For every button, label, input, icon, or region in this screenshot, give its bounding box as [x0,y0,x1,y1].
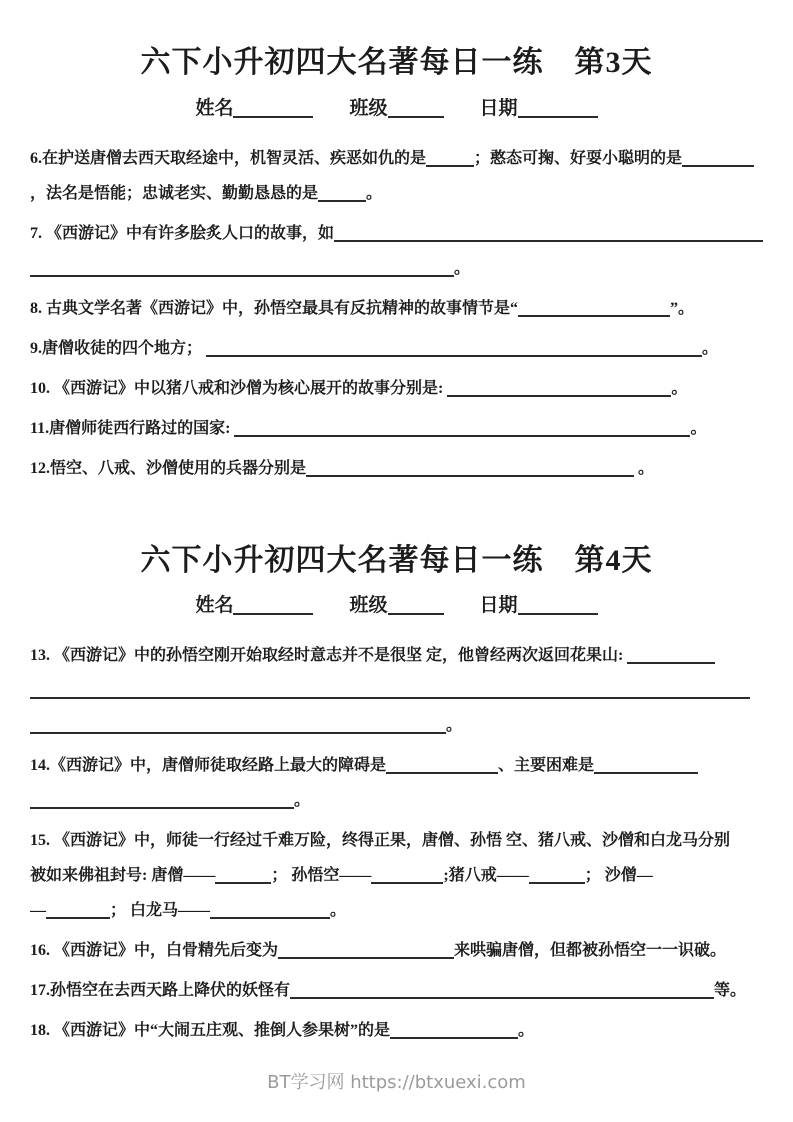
question [30,1013,763,1048]
answer-blank [206,339,702,357]
date-field [480,96,598,121]
class-label: 班级 [349,595,388,616]
date-field [480,593,598,618]
name-field [195,593,313,618]
answer-blank [388,594,444,615]
page-title: 六下小升初四大名著每日一练 第3天 [140,46,653,79]
name-label: 姓名 [195,595,234,616]
class-label: 班级 [349,97,388,119]
question-line: 7. 《西游记》中有许多脍炙人口的故事，如 [30,216,763,251]
question-line: 12.悟空、八戒、沙僧使用的兵器分别是 。 [30,459,655,477]
class-field [349,96,443,121]
answer-blank [627,646,715,664]
question-line: — ； 白龙马—— 。 [30,902,347,919]
answer-blank [233,594,313,615]
class-blank [388,595,444,616]
answer-blank [290,981,714,999]
question-line: 。 [30,251,763,286]
class-blank [388,98,444,119]
name-blank [233,595,313,616]
question-line: 被如来佛祖封号: 唐僧—— ； 孙悟空—— ;猪八戒—— ； 沙僧— [30,867,653,884]
name-blank [233,98,313,119]
answer-blank [210,901,330,919]
question-line: 8. 古典文学名著《西游记》中，孙悟空最具有反抗精神的故事情节是“ ”。 [30,299,695,317]
answer-blank [334,224,763,242]
answer-blank [518,97,598,118]
question-line: 10. 《西游记》中以猪八戒和沙僧为核心展开的故事分别是: 。 [30,379,688,397]
answer-blank [234,419,690,437]
answer-blank [518,594,598,615]
answer-blank [388,97,444,118]
date-label: 日期 [479,97,518,119]
answer-blank [30,259,454,277]
answer-blank [278,941,454,959]
questions-day-3 [30,141,763,486]
question-line [30,673,763,708]
questions-day-4 [30,638,763,1048]
answer-blank [215,866,271,884]
question-line: 15. 《西游记》中，师徒一行经过千难万险，终得正果，唐僧、孙悟 空、猪八戒、沙僧和白龙马分别 [30,832,731,849]
page-title: 六下小升初四大名著每日一练 第4天 [140,543,653,577]
date-blank [518,595,598,616]
question-line: 16. 《西游记》中，白骨精先后变为 来哄骗唐僧，但都被孙悟空一一识破。 [30,942,727,959]
question-line: 11.唐僧师徒西行路过的国家: 。 [30,419,707,437]
question [30,973,763,1008]
question [30,411,763,446]
question [30,451,763,486]
question [30,291,763,326]
question [30,216,763,286]
answer-blank [426,149,474,167]
question-line: ，法名是悟能；忠诚老实、勤勤恳恳的是 。 [30,184,383,202]
answer-blank [390,1021,518,1039]
class-field [349,593,443,618]
answer-blank [30,681,750,699]
answer-blank [30,791,294,809]
question-line: 。 [30,708,763,743]
question [30,823,763,928]
answer-blank [386,756,498,774]
question [30,371,763,406]
question [30,331,763,366]
question-line: 。 [30,783,763,818]
answer-blank [233,97,313,118]
worksheet-day-3 [30,44,763,486]
question-line: 6.在护送唐僧去西天取经途中，机智灵活、疾恶如仇的是 ；憨态可掬、好耍小聪明的是 [30,141,763,176]
worksheet-day-4 [30,542,763,1049]
student-info-line [30,593,763,618]
answer-blank [46,901,110,919]
answer-blank [682,149,754,167]
name-field [195,96,313,121]
date-label: 日期 [479,595,518,616]
answer-blank [529,866,585,884]
question [30,748,763,818]
student-info-line [30,96,763,121]
answer-blank [447,379,671,397]
question-line: 14.《西游记》中，唐僧师徒取经路上最大的障碍是 、主要困难是 [30,748,763,783]
name-label: 姓名 [195,97,234,119]
question [30,933,763,968]
answer-blank [318,184,366,202]
answer-blank [306,459,634,477]
answer-blank [371,866,443,884]
question-line: 17.孙悟空在去西天路上降伏的妖怪有 等。 [30,982,747,999]
question [30,638,763,743]
answer-blank [594,756,698,774]
question [30,141,763,211]
question-line: 9.唐僧收徒的四个地方； 。 [30,339,719,357]
watermark: BT学习网 https://btxuexi.com [267,1072,526,1093]
question-line: 13. 《西游记》中的孙悟空刚开始取经时意志并不是很坚 定，他曾经两次返回花果山: [30,638,763,673]
date-blank [518,98,598,119]
question-line: 18. 《西游记》中“大闹五庄观、推倒人参果树”的是 。 [30,1022,535,1039]
answer-blank [30,716,446,734]
answer-blank [518,299,670,317]
